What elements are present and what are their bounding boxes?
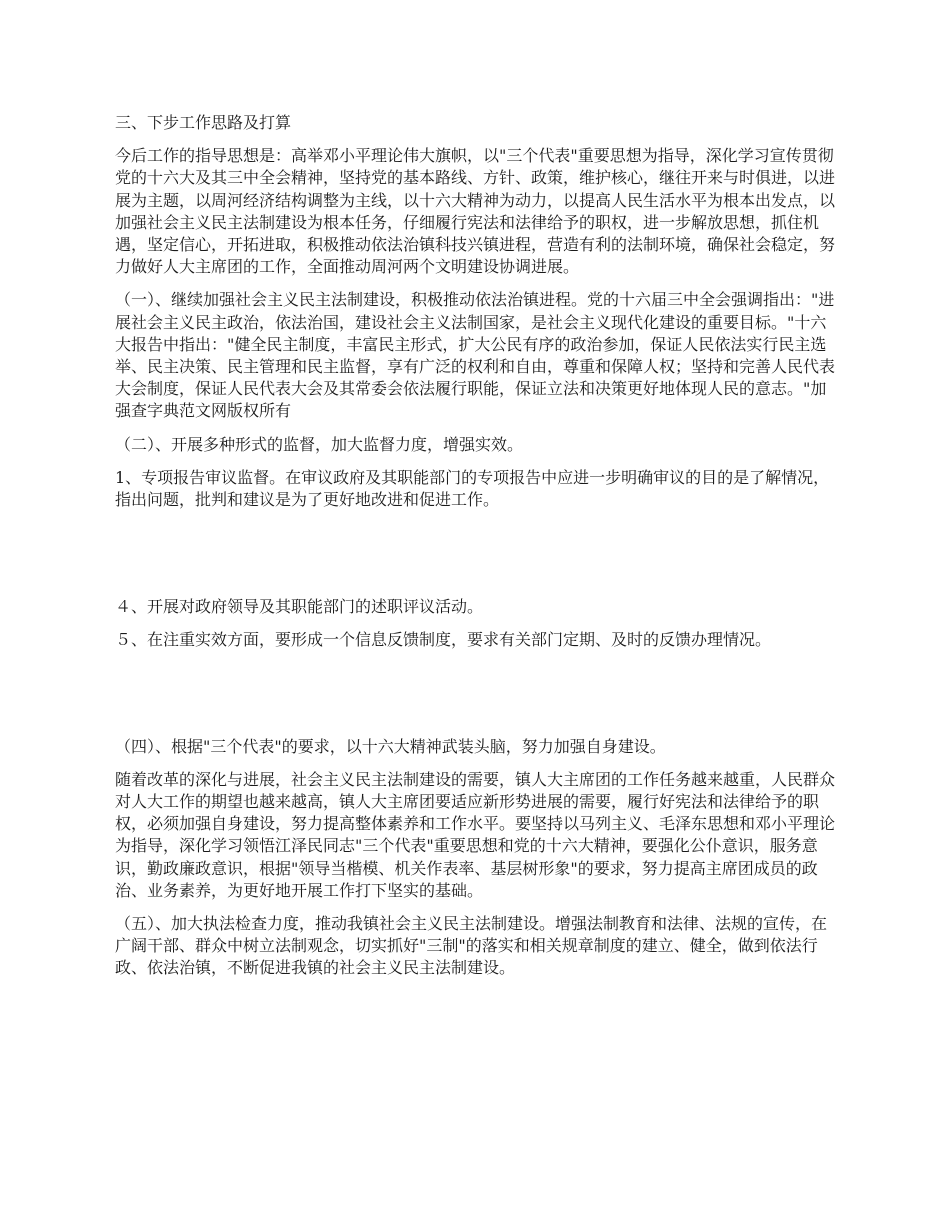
paragraph-subitem-1: 1、专项报告审议监督。在审议政府及其职能部门的专项报告中应进一步明确审议的目的是了解情况，指出问题，批判和建议是为了更好地改进和促进工作。 xyxy=(115,467,830,510)
blank-gap xyxy=(115,652,837,736)
paragraph-item-two: （二）、开展多种形式的监督，加大监督力度，增强实效。 xyxy=(115,434,524,454)
paragraph-subitem-5: ５、在注重实效方面，要形成一个信息反馈制度，要求有关部门定期、及时的反馈办理情况。 xyxy=(115,630,772,650)
paragraph-item-five: （五）、加大执法检查力度，推动我镇社会主义民主法制建设。增强法制教育和法律、法规的宣传，在广阔干部、群众中树立法制观念，切实抓好"三制"的落实和相关规章制度的建立、健全，做到依法行政、依法治镇，不断促进我镇的社会主义民主法制建设。 xyxy=(115,914,828,978)
document-body xyxy=(115,112,837,980)
paragraph-subitem-4: ４、开展对政府领导及其职能部门的述职评议活动。 xyxy=(115,597,484,617)
paragraph-item-one: （一）、继续加强社会主义民主法制建设，积极推动依法治镇进程。党的十六届三中全会强调指出："进展社会主义民主政治，依法治国，建设社会主义法制国家，是社会主义现代化建设的重要目标。"十六大报告中指出："健全民主制度，丰富民主形式，扩大公民有序的政治参加，保证人民依法实行民主选举、民主决策、民主管理和民主监督，享有广泛的权利和自由，尊重和保障人权；坚持和完善人民代表大会制度，保证人民代表大会及其常委会依法履行职能，保证立法和决策更好地体现人民的意志。"加强查字典范文网版权所有 xyxy=(115,290,836,421)
paragraph-self-building: 随着改革的深化与进展，社会主义民主法制建设的需要，镇人大主席团的工作任务越来越重，人民群众对人大工作的期望也越来越高，镇人大主席团要适应新形势进展的需要，履行好宪法和法律给予的职权，必须加强自身建设，努力提高整体素养和工作水平。要坚持以马列主义、毛泽东思想和邓小平理论为指导，深化学习领悟江泽民同志"三个代表"重要思想和党的十六大精神，要强化公仆意识，服务意识，勤政廉政意识，根据"领导当楷模、机关作表率、基层树形象"的要求，努力提高主席团成员的政治、业务素养，为更好地开展工作打下坚实的基础。 xyxy=(115,769,836,900)
paragraph-item-four: （四）、根据"三个代表"的要求，以十六大精神武装头脑，努力加强自身建设。 xyxy=(115,736,666,756)
section-heading: 三、下步工作思路及打算 xyxy=(115,113,292,132)
blank-gap xyxy=(115,511,837,596)
paragraph-guiding-ideology: 今后工作的指导思想是：高举邓小平理论伟大旗帜，以"三个代表"重要思想为指导，深化学习宣传贯彻党的十六大及其三中全会精神，坚持党的基本路线、方针、政策，维护核心，继往开来与时俱进，以进展为主题，以周河经济结构调整为主线，以十六大精神为动力，以提高人民生活水平为根本出发点，以加强社会主义民主法制建设为根本任务，仔细履行宪法和法律给予的职权，进一步解放思想，抓住机遇，坚定信心，开拓进取，积极推动依法治镇科技兴镇进程，营造有利的法制环境，确保社会稳定，努力做好人大主席团的工作，全面推动周河两个文明建设协调进展。 xyxy=(115,146,836,277)
